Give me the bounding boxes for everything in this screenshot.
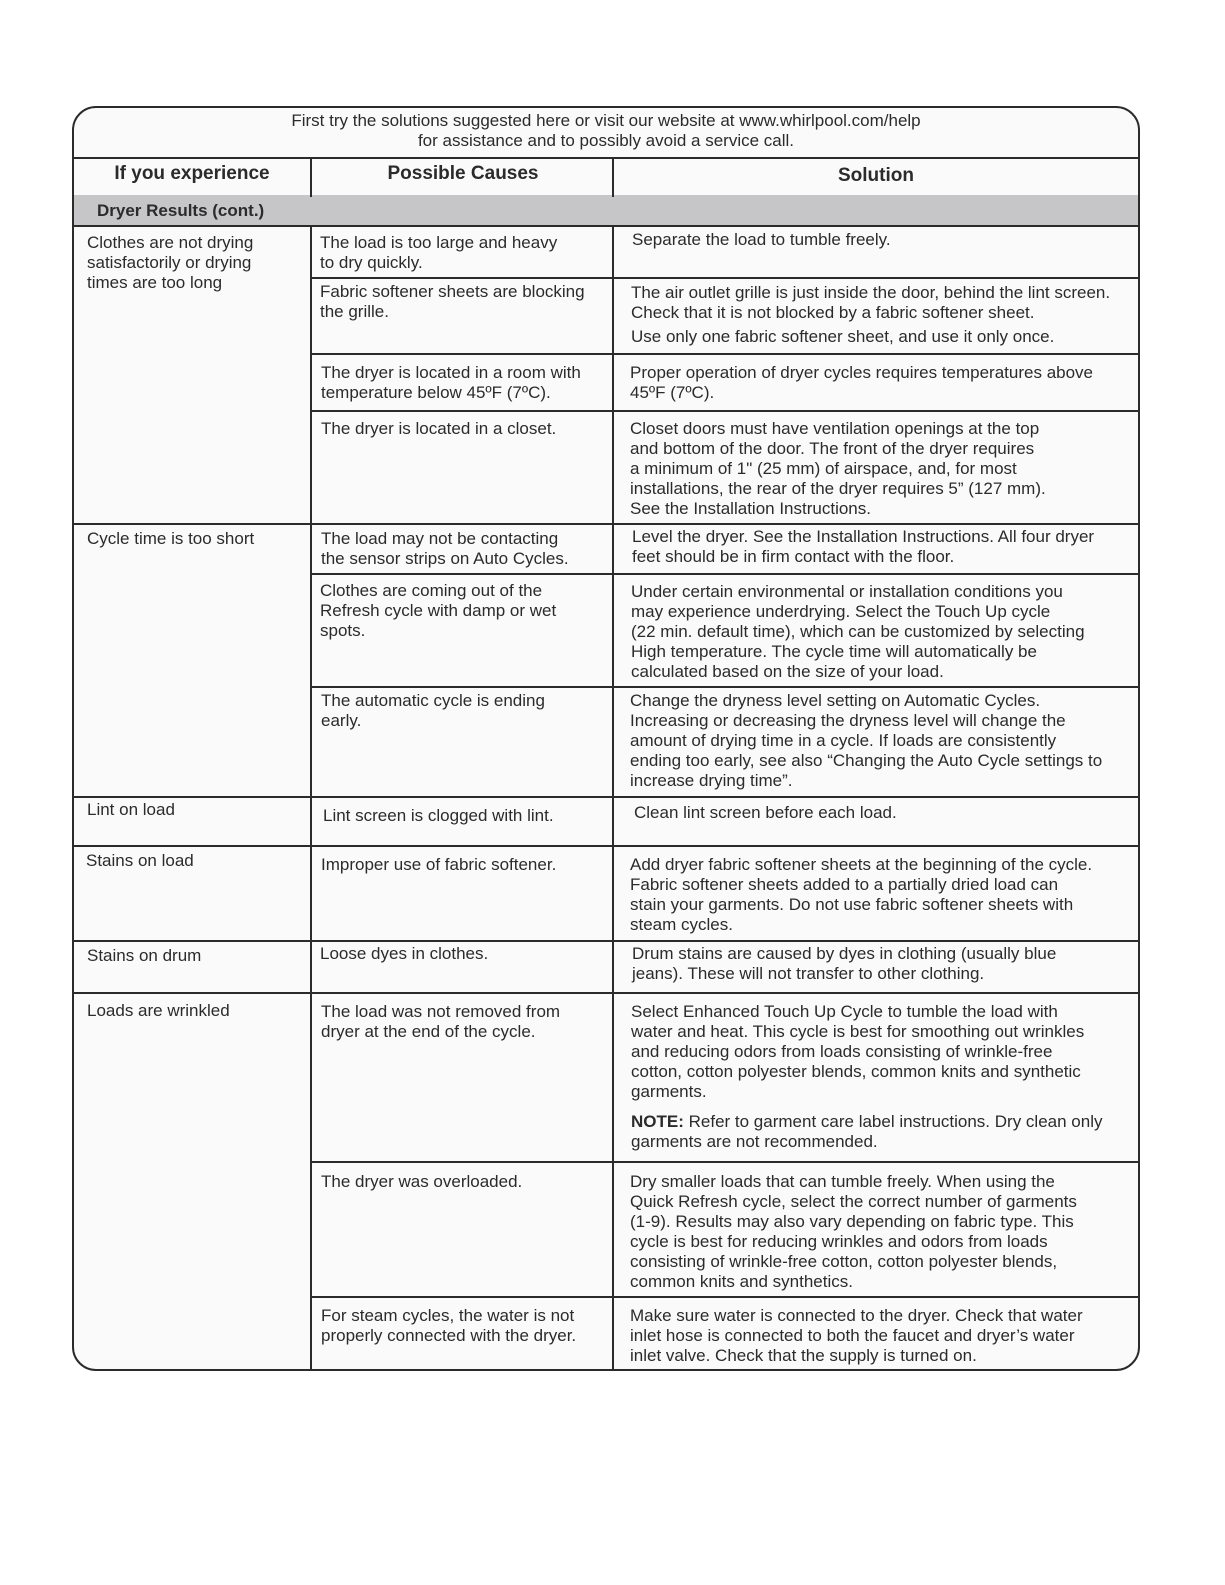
header-experience: If you experience [114,163,270,184]
column-divider [612,159,614,197]
experience-stains-load: Stains on load [86,851,194,870]
subrow-divider [310,686,1138,688]
section-title: Dryer Results (cont.) [97,201,265,220]
solution-note [631,1112,1136,1152]
column-divider [612,227,614,1371]
cause-refresh: Clothes are coming out of the Refresh cycle with damp or wet spots. [320,581,557,640]
subrow-divider [310,353,1138,355]
subrow-divider [310,410,1138,412]
subrow-divider [310,277,1138,279]
solution-temperature: Proper operation of dryer cycles requires temperatures above 45ºF (7ºC). [630,363,1094,402]
row-divider [74,796,1138,798]
experience-stains-drum: Stains on drum [87,946,202,965]
experience-wrinkled: Loads are wrinkled [87,1001,230,1020]
cause-water: For steam cycles, the water is not properly connected with the dryer. [321,1306,577,1345]
solution-level-dryer: Level the dryer. See the Installation Instructions. All four dryer feet should be in firm contact with the floor. [632,527,1095,566]
experience-drying: Clothes are not drying satisfactorily or drying times are too long [87,233,254,292]
header-row [74,159,1138,197]
cause-load-large: The load is too large and heavy to dry quickly. [320,233,558,272]
solution-closet: Closet doors must have ventilation openings at the top and bottom of the door. The front of the dryer requires a minimum of 1" (25 mm) of airspace, and, for most installations, the rear of the dryer requires 5” (127 mm). See the Installation Instructions. [630,419,1046,518]
experience-lint: Lint on load [87,800,175,819]
row-divider [74,940,1138,942]
solution-drum-stains: Drum stains are caused by dyes in clothing (usually blue jeans). These will not transfer to other clothing. [632,944,1057,983]
solution-dryness-level: Change the dryness level setting on Automatic Cycles. Increasing or decreasing the dryness level will change the amount of drying time in a cycle. If loads are consistently ending too early, see also “Changing the Auto Cycle settings to increase drying time”. [630,691,1103,790]
intro-line-2: for assistance and to possibly avoid a service call. [417,131,795,150]
cause-sensor: The load may not be contacting the sensor strips on Auto Cycles. [321,529,569,568]
cause-not-removed: The load was not removed from dryer at the end of the cycle. [321,1002,561,1041]
solution-water-connection: Make sure water is connected to the dryer. Check that water inlet hose is connected to both the faucet and dryer’s water inlet valve. Check that the supply is turned on. [630,1306,1083,1365]
cause-softener-grille: Fabric softener sheets are blocking the grille. [320,282,585,321]
row-divider [74,523,1138,525]
experience-cycle-short: Cycle time is too short [87,529,255,548]
row-divider [74,992,1138,994]
cause-loose-dyes: Loose dyes in clothes. [320,944,489,963]
row-divider [74,845,1138,847]
header-causes: Possible Causes [387,163,539,184]
cause-softener-use: Improper use of fabric softener. [321,855,557,874]
solution-smaller-loads: Dry smaller loads that can tumble freely. When using the Quick Refresh cycle, select the correct number of garments (1-9). Results may also vary depending on fabric type. This cycle is best for reducing wrinkles and odors from loads consisting of wrinkle-free cotton, cotton polyester blends, common knits and synthetics. [630,1172,1077,1291]
solution-underdrying: Under certain environmental or installation conditions you may experience underdrying. Select the Touch Up cycle (22 min. default time), which can be customized by selecting High temperature. The cycle time will automatically be calculated based on the size of your load. [631,582,1085,681]
solution-one-sheet: Use only one fabric softener sheet, and use it only once. [631,327,1055,346]
subrow-divider [310,573,1138,575]
section-header [74,195,1138,227]
solution-separate-load: Separate the load to tumble freely. [632,230,891,249]
cause-auto-cycle: The automatic cycle is ending early. [321,691,545,730]
subrow-divider [310,1296,1138,1298]
solution-clean-lint: Clean lint screen before each load. [634,803,897,822]
cause-closet: The dryer is located in a closet. [321,419,557,438]
cause-overloaded: The dryer was overloaded. [321,1172,523,1191]
cause-lint-screen: Lint screen is clogged with lint. [323,806,554,825]
subrow-divider [310,1161,1138,1163]
solution-enhanced-touch-up: Select Enhanced Touch Up Cycle to tumble the load with water and heat. This cycle is best for smoothing out wrinkles and reducing odors from loads consisting of wrinkle-free cotton, cotton polyester blends, common knits and synthetic garments. [631,1002,1085,1101]
column-divider [310,227,312,1371]
header-solution: Solution [838,165,914,186]
troubleshooting-table [72,106,1140,1371]
solution-softener-sheets: Add dryer fabric softener sheets at the beginning of the cycle. Fabric softener sheets added to a partially dried load can stain your garments. Do not use fabric softener sheets with steam cycles. [630,855,1093,934]
solution-grille-check: The air outlet grille is just inside the door, behind the lint screen. Check that it is not blocked by a fabric softener sheet. [631,283,1111,322]
note-text: Refer to garment care label instructions. Dry clean only garments are not recommended. [631,1112,1103,1151]
intro-text [74,108,1138,159]
note-label: NOTE: [631,1112,684,1131]
intro-line-1: First try the solutions suggested here or visit our website at www.whirlpool.com/help [291,111,921,130]
cause-room-temp: The dryer is located in a room with temperature below 45ºF (7ºC). [321,363,581,402]
column-divider [310,159,312,197]
